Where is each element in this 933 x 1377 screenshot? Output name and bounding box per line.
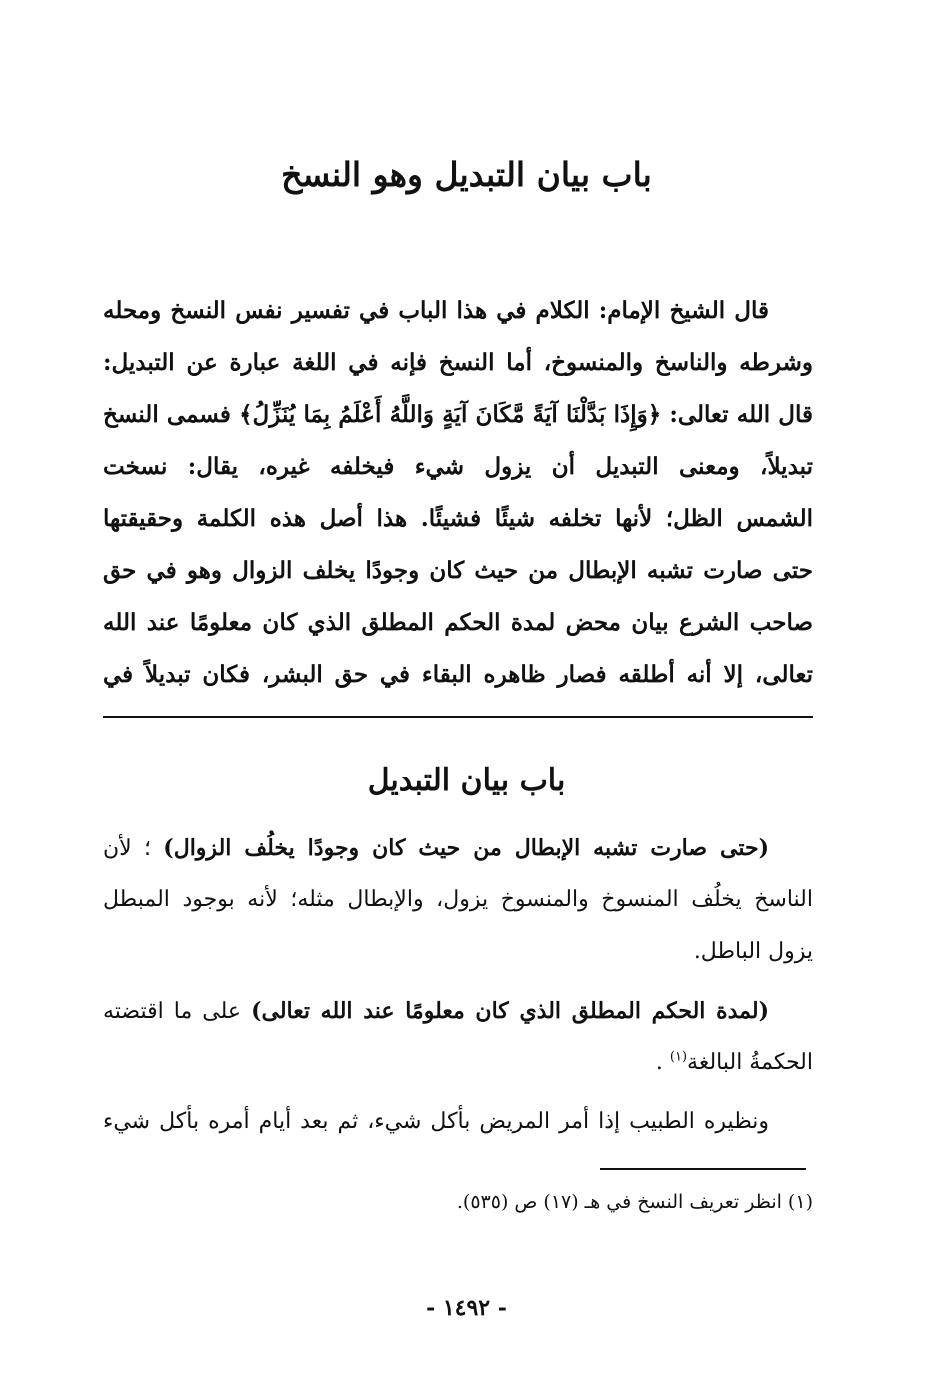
page-number: - ١٤٩٢ - — [426, 1295, 507, 1321]
main-text-line: الشمس الظل؛ لأنها تخلفه شيئًا فشيئًا. هذا أصل هذه الكلمة وحقيقتها — [103, 505, 813, 532]
commentary-line — [103, 822, 813, 874]
main-text-line: صاحب الشرع بيان محض لمدة الحكم المطلق الذي كان معلومًا عند الله — [103, 609, 813, 636]
commentary-paragraph — [103, 822, 813, 978]
main-text-line: تبديلاً، ومعنى التبديل أن يزول شيء فيخلفه غيره، يقال: نسخت — [103, 453, 813, 480]
footnote-reference: (١) — [669, 1049, 688, 1065]
commentary-text: ؛ لأن — [103, 836, 151, 861]
commentary-paragraph — [103, 1096, 813, 1148]
commentary-line: الناسخ يخلُف المنسوخ والمنسوخ يزول، والإبطال مثله؛ لأنه بوجود المبطل — [103, 887, 813, 912]
footnote-divider — [600, 1168, 806, 1170]
commentary-title: باب بيان التبديل — [367, 763, 566, 798]
main-text-line: تعالى، إلا أنه أطلقه فصار ظاهره البقاء في حق البشر، فكان تبديلاً في — [103, 661, 813, 688]
commentary-line — [103, 1037, 813, 1089]
quoted-text: (حتى صارت تشبه الإبطال من حيث كان وجودًا يخلُف الزوال) — [163, 835, 769, 861]
commentary-text: . — [655, 1050, 663, 1075]
main-text-divider — [103, 716, 813, 718]
main-text-line: قال الشيخ الإمام: الكلام في هذا الباب في تفسير نفس النسخ ومحله — [103, 297, 769, 324]
commentary-line — [103, 985, 813, 1037]
main-text-line: حتى صارت تشبه الإبطال من حيث كان وجودًا يخلف الزوال وهو في حق — [103, 557, 813, 584]
quoted-text: (لمدة الحكم المطلق الذي كان معلومًا عند الله تعالى) — [251, 998, 770, 1024]
commentary-text: الحكمةُ البالغة — [687, 1050, 813, 1075]
main-text-line: قال الله تعالى: ﴿وَإِذَا بَدَّلْنَا آيَةً مَّكَانَ آيَةٍ وَاللَّهُ أَعْلَمُ بِمَا يُنَزِّلُ﴾ فسمى النسخ — [103, 401, 813, 428]
commentary-line: يزول الباطل. — [693, 939, 813, 964]
commentary-text: على ما اقتضته — [103, 999, 242, 1024]
main-text — [103, 285, 813, 701]
footnote: (١) انظر تعريف النسخ في هـ (١٧) ص (٥٣٥). — [456, 1191, 813, 1213]
commentary-line: ونظيره الطبيب إذا أمر المريض بأكل شيء، ثم بعد أيام أمره بأكل شيء — [103, 1109, 769, 1134]
chapter-title: باب بيان التبديل وهو النسخ — [281, 155, 652, 194]
commentary-paragraph — [103, 985, 813, 1089]
main-text-line: وشرطه والناسخ والمنسوخ، أما النسخ فإنه في اللغة عبارة عن التبديل: — [103, 349, 813, 376]
